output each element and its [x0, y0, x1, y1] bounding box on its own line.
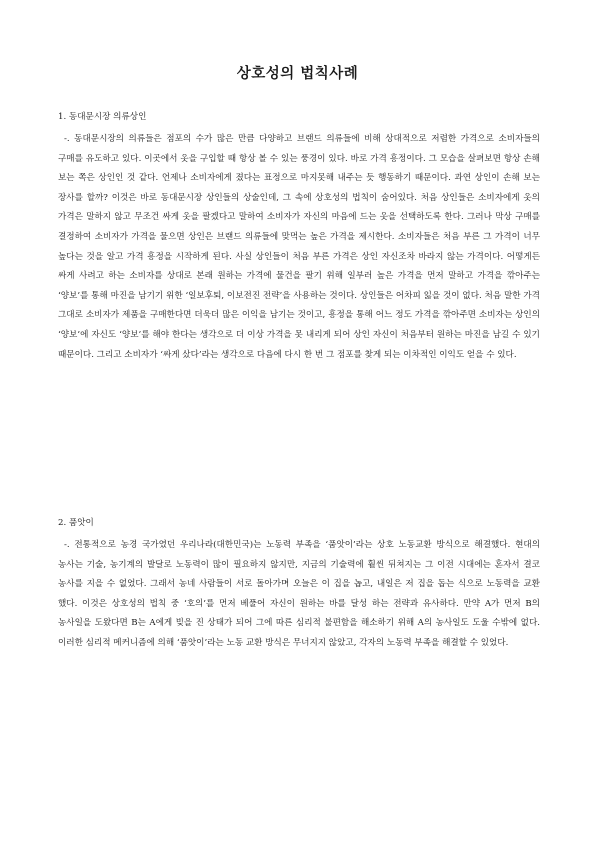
section-dongdaemun-merchants	[58, 111, 540, 365]
document-title: 상호성의 법칙사례	[236, 66, 359, 82]
section-body-paragraph: -. 전통적으로 농경 국가였던 우리나라(대한민국)는 노동력 부족을 ‘품앗이’라는 상호 노동교환 방식으로 해결했다. 현대의 농사는 기술, 농기계의 발달로 노동력이 많이 필요하지 않지만, 지금의 기술력에 훨씬 뒤쳐지는 그 이전 시대에는 혼자서 결코 농사를 지을 수 없었다. 그래서 농네 사람들이 서로 돌아가며 오늘은 이 집을 놉고, 내일은 저 집을 돕는 식으로 노동력을 교환 했다. 이것은 상호성의 법칙 중 ‘호의’를 먼저 베풀어 자신이 원하는 바를 달성 하는 전략과 유사하다. 만약 A가 먼저 B의 농사일을 도왔다면 B는 A에게 빚을 진 상태가 되어 그에 따른 심리적 불편함을 해소하기 위해 A의 농사일도 도울 수밖에 없다. 이러한 심리적 메커니즘에 의해 ‘품앗이’라는 노동 교환 방식은 무너지지 않았고, 각자의 노동력 부족을 해결할 수 있었다.	[58, 540, 540, 648]
section-body-paragraph: -. 동대문시장의 의류들은 점포의 수가 많은 만큼 다양하고 브랜드 의류들에 비해 상대적으로 저렴한 가격으로 소비자들의 구매를 유도하고 있다. 이곳에서 옷을 구입할 때 항상 볼 수 있는 풍경이 있다. 바로 가격 흥정이다. 그 모습을 살펴보면 항상 손해 보는 쪽은 상인인 것 같다. 언제나 소비자에게 졌다는 표정으로 마지못해 내주는 듯 행동하기 때문이다. 과연 상인이 손해 보는 장사를 할까? 이것은 바로 동대문시장 상인들의 상술인데, 그 속에 상호성의 법칙이 숨어있다. 처음 상인들은 소비자에게 옷의 가격은 말하지 않고 무조건 싸게 옷을 팔겠다고 말하여 소비자가 자신의 마음에 드는 옷을 선택하도록 한다. 그러나 막상 구매를 결정하여 소비자가 가격을 물으면 상인은 브랜드 의류들에 맞먹는 높은 가격을 제시한다. 소비자들은 처음 부른 그 가격이 너무 높다는 것을 알고 가격 흥정을 시작하게 된다. 사실 상인들이 처음 부른 가격은 상인 자신조차 바라지 않는 가격이다. 어떻게든 싸게 사려고 하는 소비자를 상대로 본래 원하는 가격에 물건을 팔기 위해 일부러 높은 가격을 먼저 말하고 가격을 깎아주는 ‘양보’를 통해 마진을 남기기 위한 ‘일보후퇴, 이보전진 전략’을 사용하는 것이다. 상인들은 어차피 잃을 것이 없다. 처음 말한 가격 그대로 소비자가 제품을 구매한다면 더욱더 많은 이익을 남기는 것이고, 흥정을 통해 어느 정도 가격을 깎아주면 소비자는 상인의 ‘양보’에 자신도 ‘양보’를 해야 한다는 생각으로 더 이상 가격을 못 내리게 되어 상인 자신이 처음부터 원하는 마진을 남길 수 있기 때문이다. 그리고 소비자가 ‘싸게 샀다’라는 생각으로 다음에 다시 한 번 그 점포를 찾게 되는 이차적인 이익도 얻을 수 있다.	[58, 134, 540, 360]
section-heading: 1. 동대문시장 의류상인	[58, 112, 147, 122]
section-pumasi	[58, 517, 540, 654]
section-heading: 2. 품앗이	[58, 518, 94, 528]
